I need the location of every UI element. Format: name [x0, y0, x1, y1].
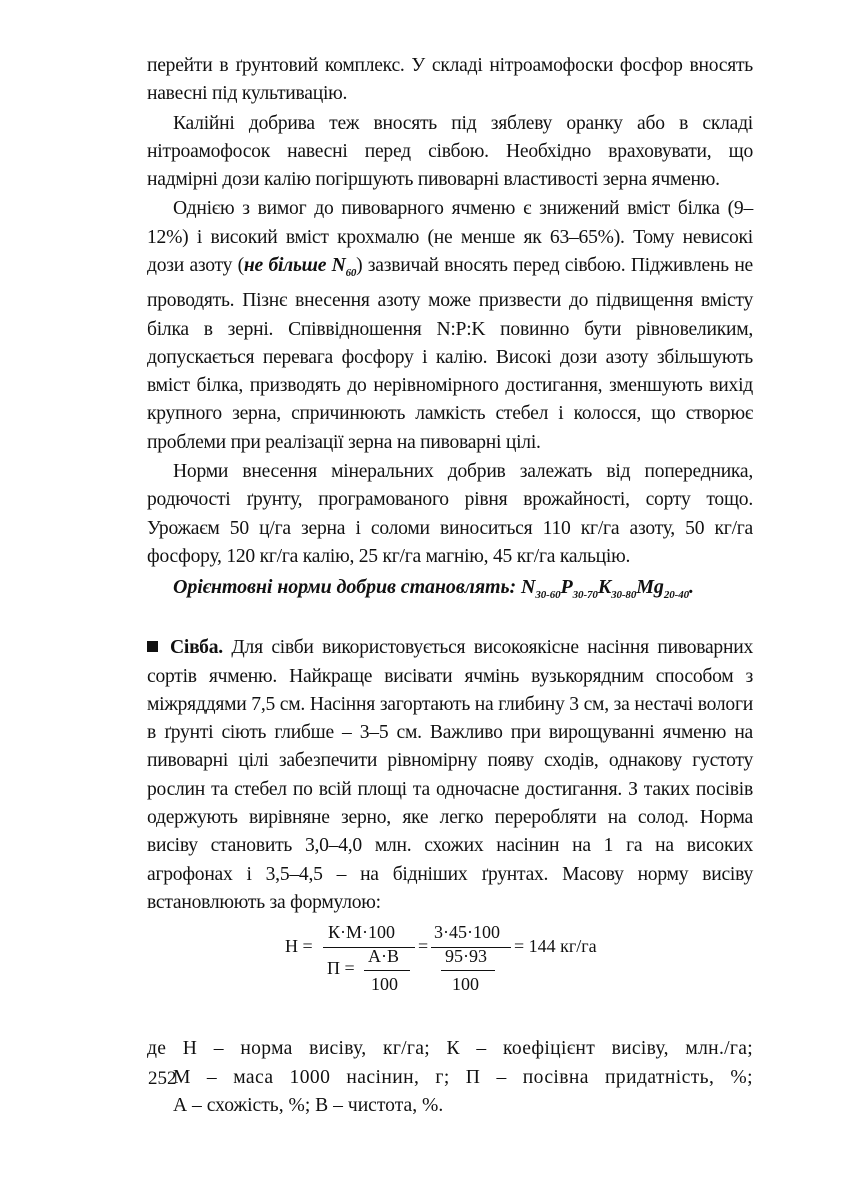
- formula-eq-2: =: [418, 936, 429, 957]
- paragraph-nitrogen-text-a: Однією з вимог до пивоварного ячменю є знижений вміст білка (9–12%) і високий вміст крохмалю (не менше як 63–65%). Тому невисокі дози азоту (: [147, 198, 753, 277]
- fraction-line-3: [364, 970, 410, 971]
- norm-k-sub: 30-80: [611, 589, 637, 602]
- nitrogen-limit-sub: 60: [345, 266, 357, 279]
- formula-p-eq: П =: [327, 958, 355, 979]
- formula-numerator-2: 3·45·100: [434, 922, 500, 943]
- fraction-line-4: [441, 970, 495, 971]
- formula-h-eq: Н =: [285, 936, 313, 957]
- paragraph-nitrogen-text-b: ) зазвичай вносять перед сівбою. Підживлень не проводять. Пізнє внесення азоту може призвести до підвищення вмісту білка в зерні. Співвідношення N:P:K повинно бути рівновеликим, допускається перевага фосфору і калію. Високі дози азоту збільшують вміст білка, призводять до нерівномірного достигання, зменшують вихід крупного зерна, спричинюють ламкість стебел і колосся, що створює проблеми при реалізації зерна на пивоварні цілі.: [147, 255, 754, 453]
- norm-k: K: [597, 576, 612, 599]
- formula-ab: А·В: [368, 946, 399, 967]
- paragraph-continuation: перейти в ґрунтовий комплекс. У складі нітроамофоски фосфор вносять навесні під культивацію.: [147, 55, 753, 105]
- norm-mg-sub: 20-40: [663, 589, 689, 602]
- norm-mg: Mg: [636, 576, 664, 599]
- norm-p: P: [560, 576, 573, 599]
- formula-numerator-1: К·М·100: [328, 922, 395, 943]
- paragraph-potassium: Калійні добрива теж вносять під зяблеву оранку або в складі нітроамофосок навесні перед сівбою. Необхідно враховувати, що надмірні дози калію погіршують пивоварні властивості зерна ячменю.: [147, 112, 753, 191]
- formula-legend: [147, 1035, 753, 1120]
- bullet-square-icon: [147, 641, 158, 652]
- legend-line-1: де Н – норма висіву, кг/га; К – коефіцієнт висіву, млн./га;: [147, 1038, 753, 1060]
- norm-p-sub: 30-70: [572, 589, 598, 602]
- formula-hundred-1: 100: [371, 974, 398, 995]
- norm-n: N: [521, 576, 536, 599]
- formula-hundred-2: 100: [452, 974, 479, 995]
- legend-line-2: М – маса 1000 насінин, г; П – посівна придатність, %;: [173, 1066, 753, 1088]
- norm-n-sub: 30-60: [535, 589, 561, 602]
- page-number: 252: [148, 1068, 177, 1089]
- nitrogen-limit: не більше N: [243, 255, 346, 277]
- paragraph-rates: Норми внесення мінеральних добрив залежать від попередника, родючості ґрунту, програмованого рівня врожайності, сорту тощо. Урожаєм 50 ц/га зерна і соломи виноситься 110 кг/га азоту, 50 кг/га фосфору, 120 кг/га калію, 25 кг/га магнію, 45 кг/га кальцію.: [147, 461, 753, 567]
- legend-line-3: А – схожість, %; В – чистота, %.: [173, 1094, 444, 1116]
- section-heading: Сівба.: [170, 637, 223, 659]
- fertilizer-norms: [147, 572, 753, 610]
- section-sowing: [147, 634, 753, 917]
- page-body: [147, 52, 753, 1120]
- paragraph-nitrogen: [147, 195, 753, 457]
- section-text: Для сівби використовується високоякісне насіння пивоварних сортів ячменю. Найкраще висівати ячмінь вузькорядним способом з міжряддями 7,5 см. Насіння загортають на глибину 3 см, за нестачі вологи в ґрунті сіють глибше – 3–5 см. Важливо при вирощуванні ячменю на пивоварні цілі забезпечити рівномірну появу сходів, однакову густоту рослин та стебел по всій площі та одночасне достигання. З таких посівів одержують вирівняне зерно, яке легко переробляти на солод. Норма висіву становить 3,0–4,0 млн. схожих насінин на 1 га на високих агрофонах і 3,5–4,5 – на бідніших ґрунтах. Масову норму висіву встановлюють за формулою:: [147, 637, 753, 913]
- norms-label: Орієнтовні норми добрив становлять:: [173, 576, 517, 599]
- seeding-formula: [147, 918, 753, 1018]
- norms-end: .: [689, 576, 694, 599]
- formula-result: = 144 кг/га: [514, 936, 597, 957]
- formula-val-2: 95·93: [445, 946, 487, 967]
